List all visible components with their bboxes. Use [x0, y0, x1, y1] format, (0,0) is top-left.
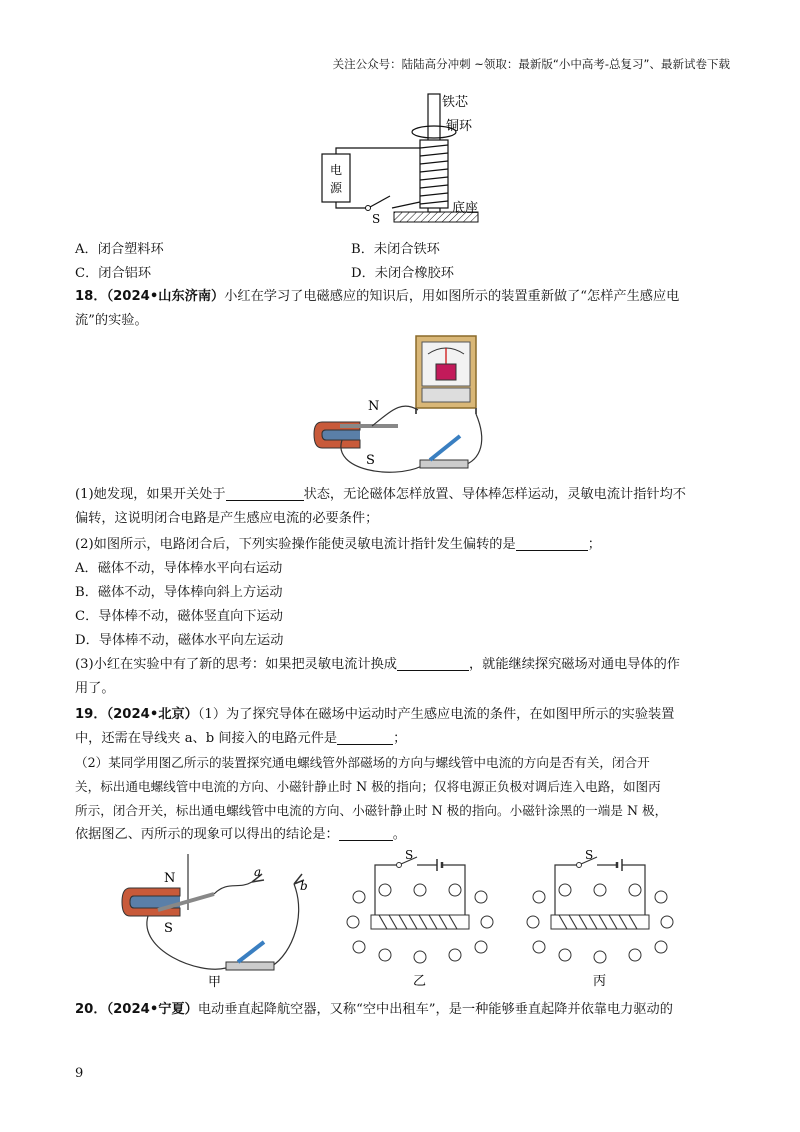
q17-option-b: B．未闭合铁环 — [351, 242, 440, 257]
q18-part1-line2: 偏转，这说明闭合电路是产生感应电流的必要条件； — [75, 511, 379, 526]
q18-source: （2024•山东济南） — [106, 289, 225, 304]
page-number: 9 — [75, 1066, 84, 1081]
q19-number: 19． — [75, 707, 107, 722]
q18-answer-blank-1[interactable] — [226, 486, 304, 501]
jia-label-s: S — [164, 921, 173, 936]
q19-text-2b: ； — [393, 731, 407, 746]
page-header: 关注公众号：陆陆高分冲刺 ~领取：最新版“小中高考-总复习”、最新试卷下载 — [332, 57, 730, 71]
q19-line1 — [75, 705, 674, 725]
q18-option-a: A．磁体不动，导体棒水平向右运动 — [75, 561, 283, 576]
q20-line1 — [75, 1000, 673, 1020]
figure-induction-apparatus — [312, 330, 492, 480]
q19-line6 — [75, 825, 406, 845]
q20-stem-text: 电动垂直起降航空器，又称“空中出租车”，是一种能够垂直起降并依靠电力驱动的 — [197, 1002, 673, 1017]
jia-label-a: a — [254, 865, 262, 879]
q19-line2 — [75, 729, 406, 749]
q19-text-6b: 。 — [392, 827, 406, 842]
label-power-2: 源 — [330, 181, 343, 195]
caption-yi: 乙 — [413, 974, 427, 989]
q17-option-a: A．闭合塑料环 — [75, 242, 164, 257]
q18-answer-blank-3[interactable] — [397, 656, 469, 671]
figure-ring-core-apparatus — [310, 92, 510, 232]
bing-label-switch: S — [585, 848, 594, 862]
caption-jia: 甲 — [208, 975, 222, 990]
q20-number: 20． — [75, 1002, 107, 1017]
q18-option-c: C．导体棒不动，磁体竖直向下运动 — [75, 609, 283, 624]
q18-part3-text-b: ，就能继续探究磁场对通电导体的作 — [469, 657, 680, 672]
q19-line4: 关，标出通电螺线管中电流的方向、小磁针静止时 N 极的指向；仅将电源正负极对调后连入电路，如图丙 — [75, 779, 661, 794]
q18-part2-text: (2)如图所示，电路闭合后，下列实验操作能使灵敏电流计指针发生偏转的是 — [75, 537, 516, 552]
q19-answer-blank-2[interactable] — [339, 826, 393, 841]
label-power-1: 电 — [330, 163, 343, 177]
yi-label-switch: S — [405, 848, 414, 862]
q18-part1-line1 — [75, 485, 686, 505]
q18-stem-text: 小红在学习了电磁感应的知识后，用如图所示的装置重新做了“怎样产生感应电 — [224, 289, 680, 304]
label-copper-ring: 铜环 — [446, 119, 473, 134]
q18-part1-text-a: (1)她发现，如果开关处于 — [75, 487, 226, 502]
q17-option-d: D．未闭合橡胶环 — [351, 266, 454, 281]
label-switch: S — [372, 212, 381, 226]
jia-label-b: b — [300, 879, 308, 893]
q18-answer-blank-2[interactable] — [516, 536, 588, 551]
q18-number: 18． — [75, 289, 107, 304]
q19-line3: （2）某同学用图乙所示的装置探究通电螺线管外部磁场的方向与螺线管中电流的方向是否有关，闭合开 — [75, 755, 650, 770]
q19-line5: 所示，闭合开关，标出通电螺线管中电流的方向、小磁针静止时 N 极的指向。小磁针涂黑的一端是 N 极， — [75, 803, 668, 818]
q18-option-d: D．导体棒不动，磁体水平向左运动 — [75, 633, 284, 648]
q19-text-6a: 依据图乙、丙所示的现象可以得出的结论是： — [75, 827, 339, 842]
q18-part2-end: ； — [587, 537, 601, 552]
caption-bing: 丙 — [593, 974, 607, 989]
label-n-pole: N — [368, 399, 380, 414]
q18-part3-line2: 用了。 — [75, 681, 115, 696]
q18-stem-line2: 流”的实验。 — [75, 313, 148, 328]
q20-source: （2024•宁夏） — [106, 1002, 198, 1017]
label-iron-core: 铁芯 — [442, 95, 469, 110]
label-s-pole: S — [366, 453, 375, 468]
q19-text-2a: 中，还需在导线夹 a、b 间接入的电路元件是 — [75, 731, 338, 746]
figure-jia — [118, 850, 318, 990]
q18-option-b: B．磁体不动，导体棒向斜上方运动 — [75, 585, 283, 600]
q19-text-1: （1）为了探究导体在磁场中运动时产生感应电流的条件，在如图甲所示的实验装置 — [197, 707, 675, 722]
q18-part3-text-a: (3)小红在实验中有了新的思考：如果把灵敏电流计换成 — [75, 657, 397, 672]
q18-part3-line1 — [75, 655, 680, 675]
q18-stem-line1 — [75, 287, 679, 307]
q18-part1-text-b: 状态，无论磁体怎样放置、导体棒怎样运动，灵敏电流计指针均不 — [303, 487, 686, 502]
figure-bing — [525, 845, 675, 990]
q18-part2-line — [75, 535, 601, 555]
q19-source: （2024•北京） — [106, 707, 198, 722]
q19-answer-blank-1[interactable] — [337, 730, 393, 745]
figure-yi — [345, 845, 495, 990]
q17-option-c: C．闭合铝环 — [75, 266, 152, 281]
jia-label-n: N — [164, 871, 176, 886]
label-base: 底座 — [452, 201, 479, 216]
